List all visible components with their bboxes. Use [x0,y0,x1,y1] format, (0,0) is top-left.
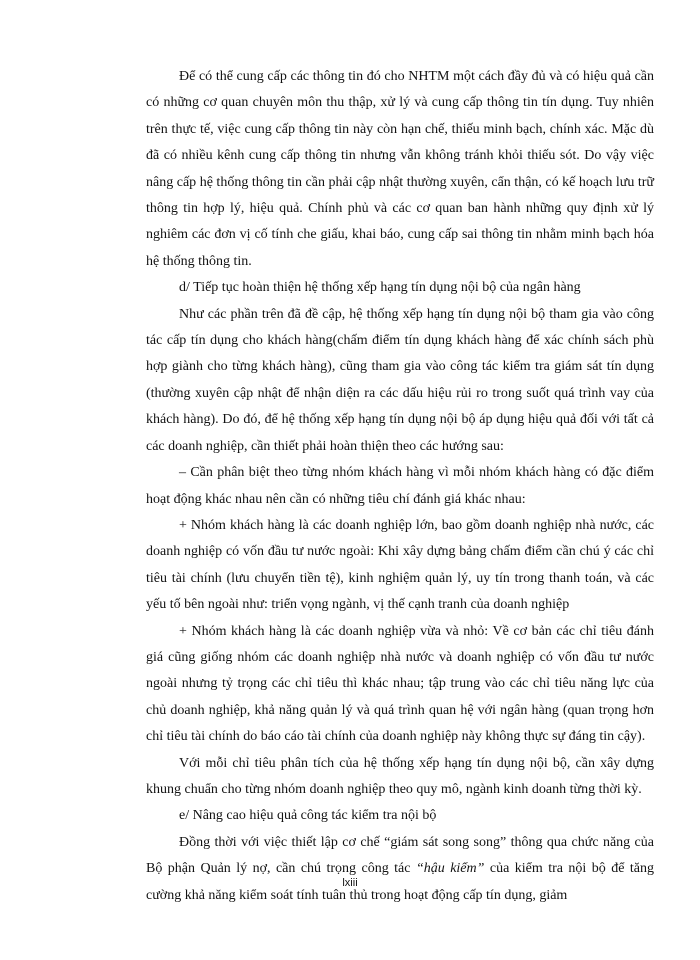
paragraph-internal-audit-part1: Đồng thời với việc thiết lập cơ chế “giám sát song song” thông qua chức năng của Bộ phận Quản lý nợ, cần chú trọng công tác [146,834,654,877]
paragraph-internal-audit-part2: của kiểm tra nội bộ để tăng cường khả năng kiểm soát tính tuân thủ trong hoạt động cấp tín dụng, giảm [146,861,654,903]
page-number: lxiii [342,877,358,889]
list-item-small-medium-enterprises: + Nhóm khách hàng là các doanh nghiệp vừa và nhỏ: Về cơ bản các chỉ tiêu đánh giá cũng giống nhóm các doanh nghiệp nhà nước và doanh nghiệp có vốn đầu tư nước ngoài nhưng tỷ trọng các chỉ tiêu thì khác nhau; tập trung vào các chỉ tiêu năng lực của chủ doanh nghiệp, khả năng quản lý và quá trình quan hệ với ngân hàng (quan trọng hơn chỉ tiêu tài chính do báo cáo tài chính của doanh nghiệp này không thực sự đáng tin cậy). [146,623,654,745]
paragraph-credit-information: Để có thể cung cấp các thông tin đó cho NHTM một cách đầy đủ và có hiệu quả cần có những cơ quan chuyên môn thu thập, xử lý và cung cấp thông tin tín dụng. Tuy nhiên trên thực tế, việc cung cấp thông tin này còn hạn chế, thiếu minh bạch, chính xác. Mặc dù đã có nhiều kênh cung cấp thông tin nhưng vẫn không tránh khỏi thiếu sót. Do vậy việc nâng cấp hệ thống thông tin cần phải cập nhật thường xuyên, cẩn thận, có kế hoạch lưu trữ thông tin hợp lý, hiệu quả. Chính phủ và các cơ quan ban hành những quy định xử lý nghiêm các đơn vị cố tính che giấu, khai báo, cung cấp sai thông tin nhằm minh bạch hóa hệ thống thông tin. [146,69,654,269]
paragraph-internal-audit-emphasis: “hậu kiểm” [415,861,485,877]
list-item-customer-groups: – Cần phân biệt theo từng nhóm khách hàng vì mỗi nhóm khách hàng có đặc điểm hoạt động khác nhau nên cần có những tiêu chí đánh giá khác nhau: [146,465,654,507]
list-item-large-enterprises: + Nhóm khách hàng là các doanh nghiệp lớn, bao gồm doanh nghiệp nhà nước, các doanh nghiệp có vốn đầu tư nước ngoài: Khi xây dựng bảng chấm điểm cần chú ý các chỉ tiêu tài chính (lưu chuyển tiền tệ), kinh nghiệm quản lý, uy tín trong thanh toán, và các yếu tố bên ngoài như: triển vọng ngành, vị thế cạnh tranh của doanh nghiệp [146,517,654,613]
paragraph-internal-audit [146,830,654,909]
paragraph-internal-rating: Như các phần trên đã đề cập, hệ thống xếp hạng tín dụng nội bộ tham gia vào công tác cấp tín dụng cho khách hàng(chấm điểm tín dụng khách hàng để xác chính sách phù hợp giành cho từng khách hàng), cũng tham gia vào công tác kiểm tra giám sát tín dụng (thường xuyên cập nhật để nhận diện ra các dấu hiệu rủi ro trong suốt quá trình vay của khách hàng). Do đó, để hệ thống xếp hạng tín dụng nội bộ áp dụng hiệu quả đối với tất cả các doanh nghiệp, cần thiết phải hoàn thiện theo các hướng sau: [146,306,654,454]
paragraph-standard-framework: Với mỗi chỉ tiêu phân tích của hệ thống xếp hạng tín dụng nội bộ, cần xây dựng khung chuẩn cho từng nhóm doanh nghiệp theo quy mô, ngành kinh doanh từng thời kỳ. [146,755,654,797]
section-heading-d: d/ Tiếp tục hoàn thiện hệ thống xếp hạng tín dụng nội bộ của ngân hàng [179,280,581,296]
body-text [146,64,654,909]
section-heading-e: e/ Nâng cao hiệu quả công tác kiểm tra nội bộ [179,808,437,824]
